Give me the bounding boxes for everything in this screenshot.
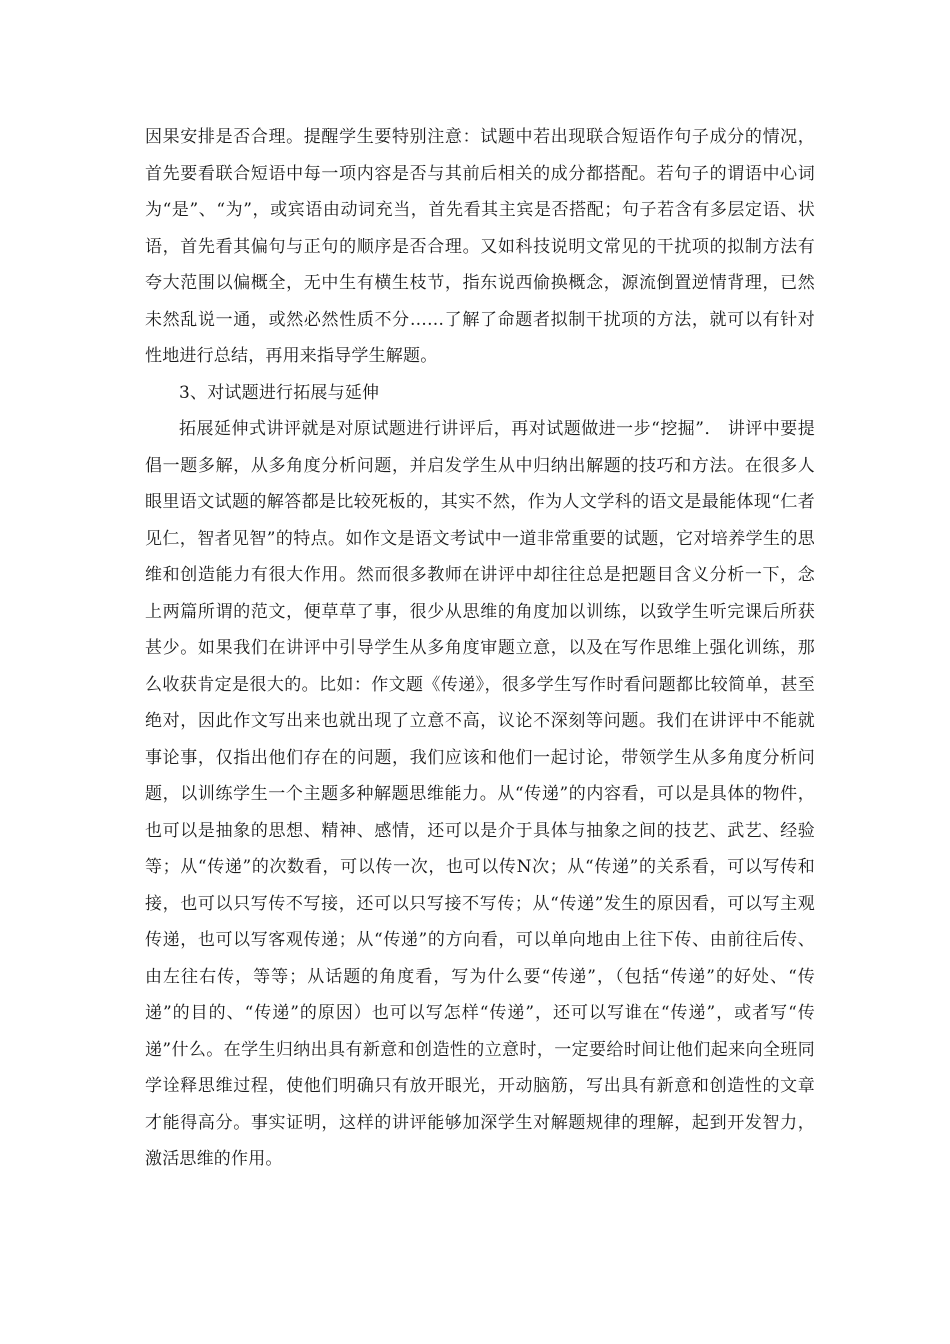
document-body [145, 119, 815, 1178]
paragraph-extension: 拓展延伸式讲评就是对原试题进行讲评后，再对试题做进一步“挖掘”． 讲评中要提倡一题多解，从多角度分析问题，并启发学生从中归纳出解题的技巧和方法。在很多人眼里语文试题的解答都是比较死板的，其实不然，作为人文学科的语文是最能体现“仁者见仁，智者见智”的特点。如作文是语文考试中一道非常重要的试题，它对培养学生的思维和创造能力有很大作用。然而很多教师在讲评中却往往总是把题目含义分析一下，念上两篇所谓的范文，便草草了事，很少从思维的角度加以训练，以致学生听完课后所获甚少。如果我们在讲评中引导学生从多角度审题立意，以及在写作思维上强化训练，那么收获肯定是很大的。比如：作文题《传递》，很多学生写作时看问题都比较简单，甚至绝对，因此作文写出来也就出现了立意不高，议论不深刻等问题。我们在讲评中不能就事论事，仅指出他们存在的问题，我们应该和他们一起讨论，带领学生从多角度分析问题，以训练学生一个主题多种解题思维能力。从“传递”的内容看，可以是具体的物件，也可以是抽象的思想、精神、感情，还可以是介于具体与抽象之间的技艺、武艺、经验等；从“传递”的次数看，可以传一次，也可以传N次；从“传递”的关系看，可以写传和接，也可以只写传不写接，还可以只写接不写传；从“传递”发生的原因看，可以写主观传递，也可以写客观传递；从“传递”的方向看，可以单向地由上往下传、由前往后传、由左往右传，等等；从话题的角度看，写为什么要“传递”，（包括“传递”的好处、“传递”的目的、“传递”的原因）也可以写怎样“传递”，还可以写谁在“传递”，或者写“传递”什么。在学生归纳出具有新意和创造性的立意时，一定要给时间让他们起来向全班同学诠释思维过程，使他们明确只有放开眼光，开动脑筋，写出具有新意和创造性的文章才能得高分。事实证明，这样的讲评能够加深学生对解题规律的理解，起到开发智力，激活思维的作用。 [145, 419, 815, 1169]
paragraph-continuation: 因果安排是否合理。提醒学生要特别注意：试题中若出现联合短语作句子成分的情况，首先要看联合短语中每一项内容是否与其前后相关的成分都搭配。若句子的谓语中心词为“是”、“为”，或宾语由动词充当，首先看其主宾是否搭配；句子若含有多层定语、状语，首先看其偏句与正句的顺序是否合理。又如科技说明文常见的干扰项的拟制方法有夸大范围以偏概全，无中生有横生枝节，指东说西偷换概念，源流倒置逆情背理，已然未然乱说一通，或然必然性质不分……了解了命题者拟制干扰项的方法，就可以有针对性地进行总结，再用来指导学生解题。 [145, 127, 815, 366]
section-heading: 3、对试题进行拓展与延伸 [179, 382, 380, 403]
